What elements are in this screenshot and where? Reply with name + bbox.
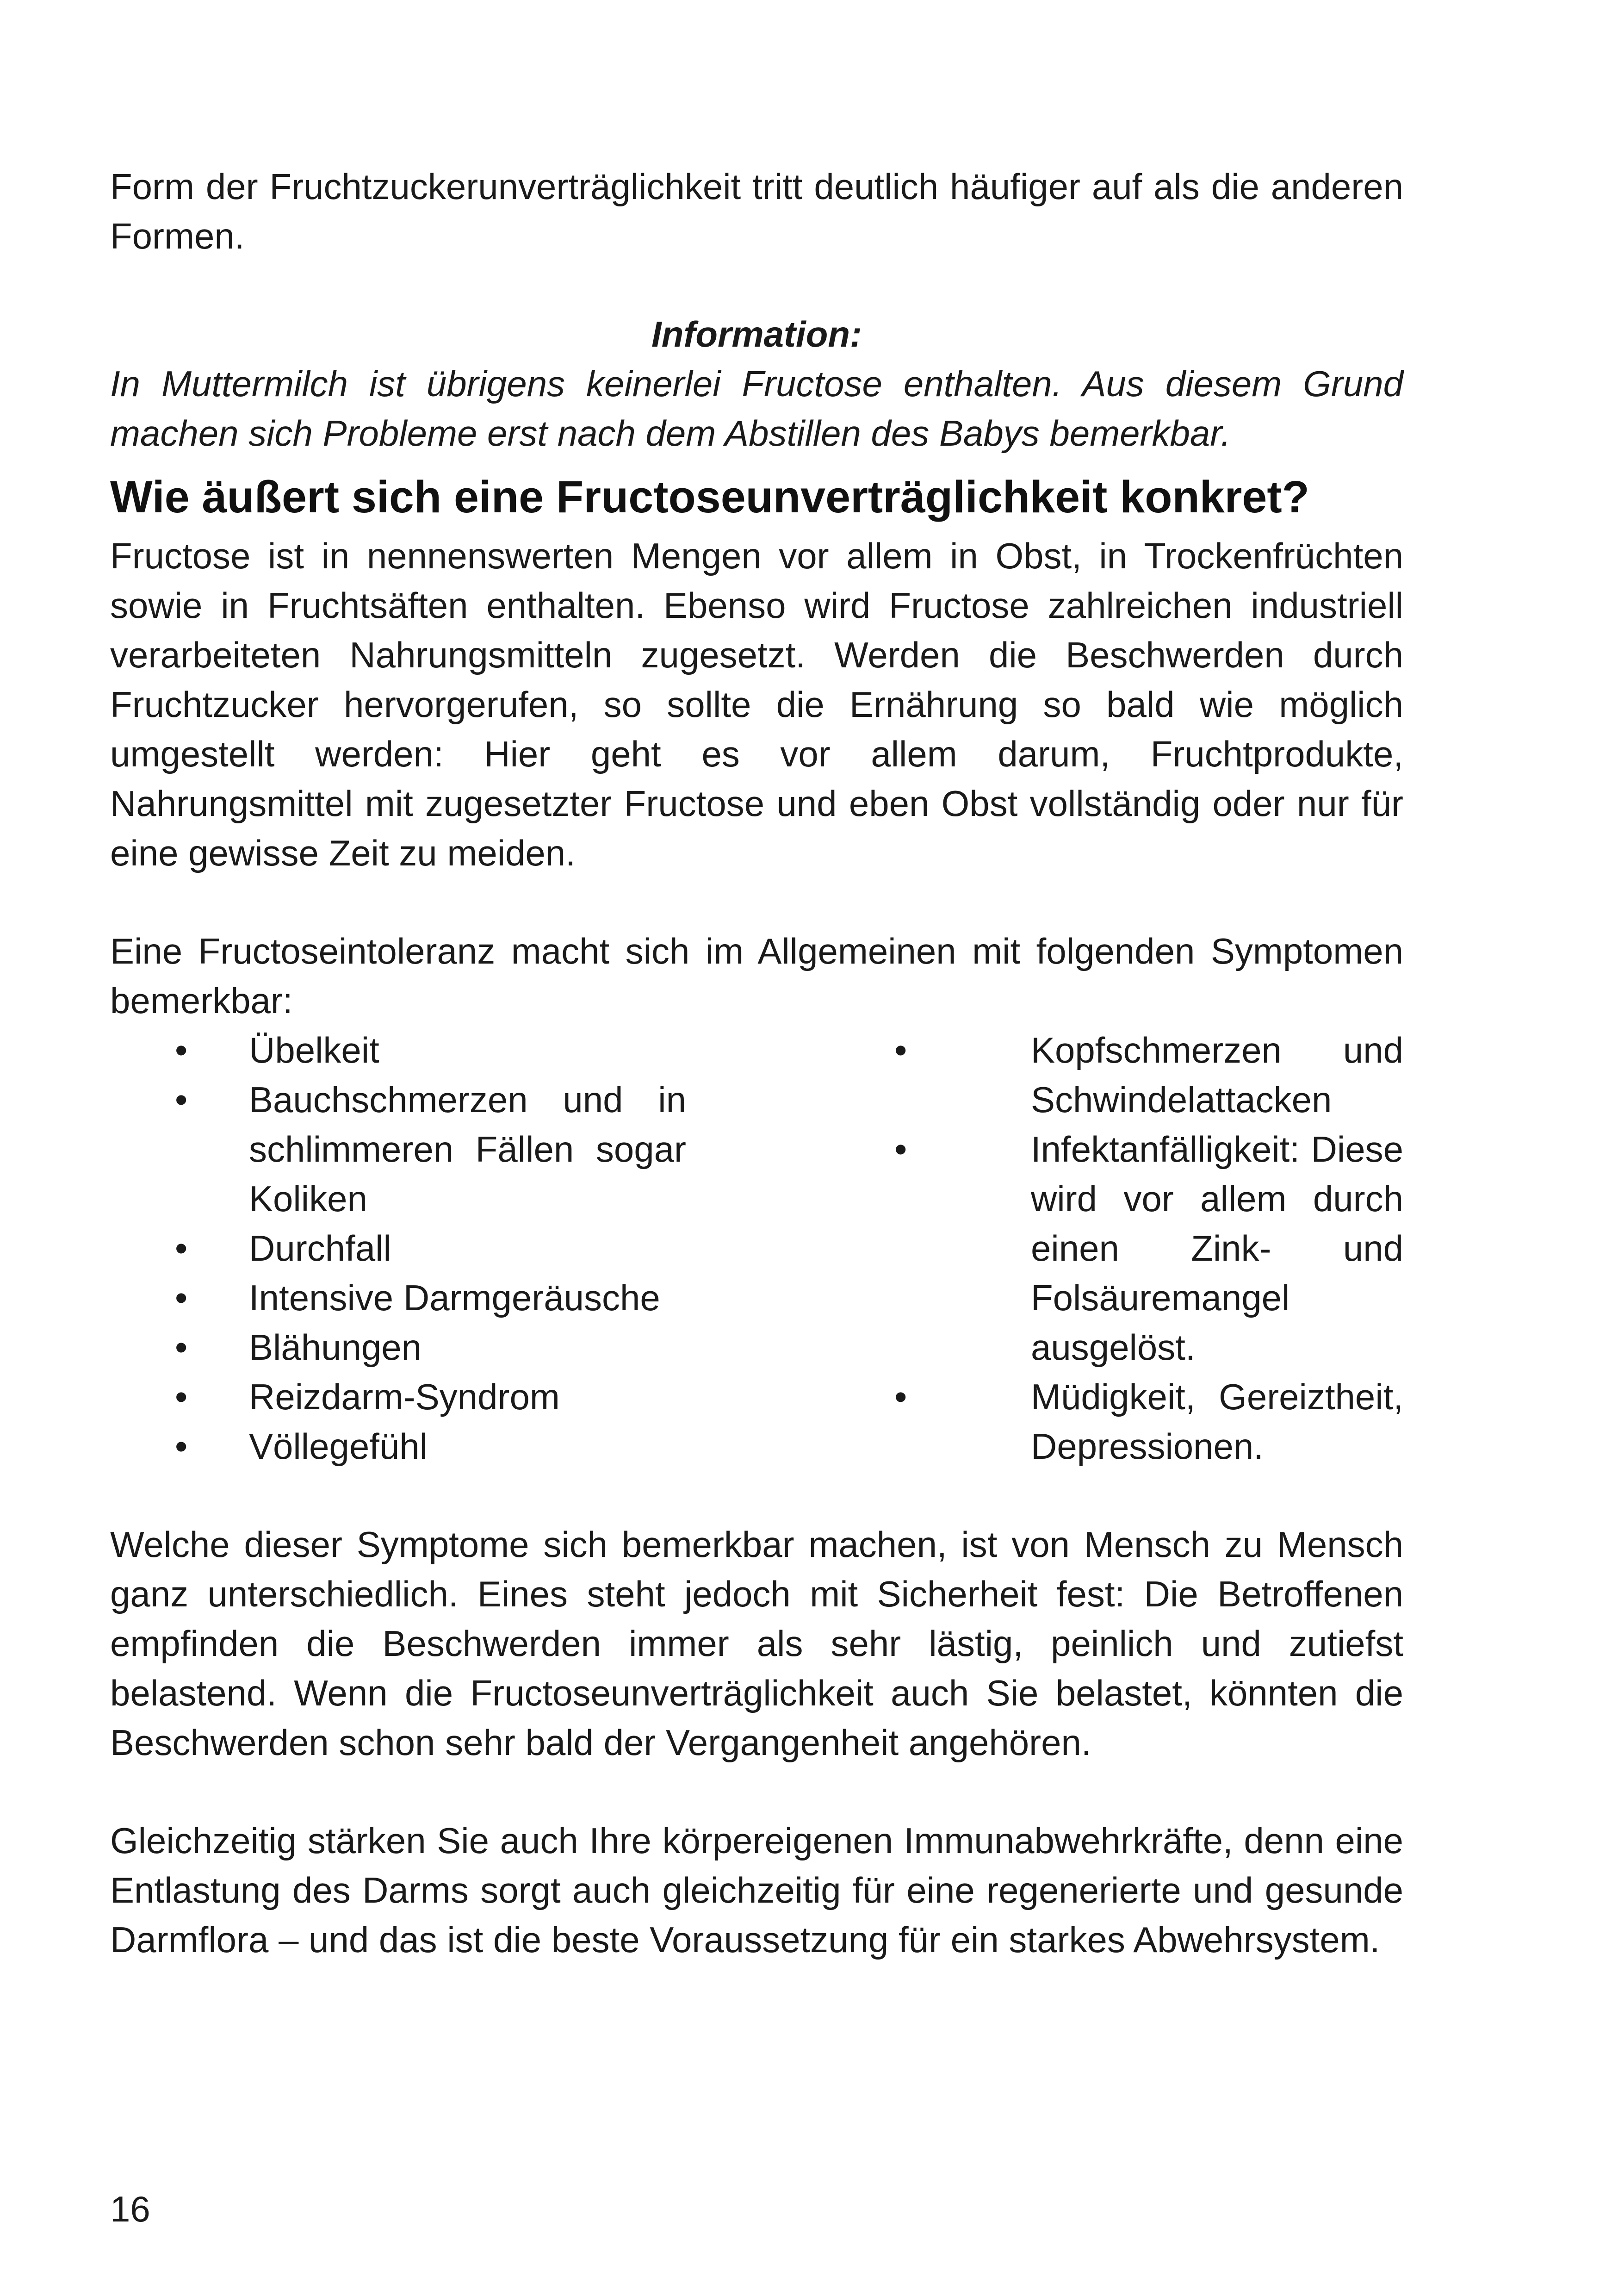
symptom-column-right — [894, 1026, 1403, 1471]
list-item — [110, 1372, 686, 1422]
bullet-icon: • — [175, 1079, 188, 1120]
symptom-column-left — [110, 1026, 686, 1471]
list-item — [894, 1125, 1403, 1372]
symptom-label: Durchfall — [249, 1228, 391, 1269]
bullet-icon: • — [175, 1376, 188, 1417]
symptom-label: Intensive Darmgeräusche — [249, 1277, 660, 1318]
bullet-icon: • — [894, 1129, 907, 1170]
bullet-icon: • — [175, 1228, 188, 1269]
intro-paragraph: Form der Fruchtzuckerunverträglichkeit tritt deutlich häufiger auf als die anderen Formen. — [110, 166, 1403, 256]
section-heading: Wie äußert sich eine Fructoseunverträglichkeit konkret? — [110, 472, 1309, 522]
symptom-label: Reizdarm-Syndrom — [249, 1376, 560, 1417]
list-item — [110, 1422, 686, 1471]
list-item — [110, 1026, 686, 1075]
list-item — [894, 1026, 1403, 1125]
paragraph-fructose-sources: Fructose ist in nennenswerten Mengen vor allem in Obst, in Trockenfrüchten sowie in Fruchtsäften enthalten. Ebenso wird Fructose zahlreichen industriell verarbeiteten Nahrungsmitteln zugesetzt. Werden die Beschwerden durch Fruchtzucker hervorgerufen, so sollte die Ernährung so bald wie möglich umgestellt werden: Hier geht es vor allem darum, Fruchtprodukte, Nahrungsmittel mit zugesetzter Fructose und eben Obst vollständig oder nur für eine gewisse Zeit zu meiden. — [110, 535, 1403, 873]
info-text: In Muttermilch ist übrigens keinerlei Fructose enthalten. Aus diesem Grund machen sich Probleme erst nach dem Abstillen des Babys bemerkbar. — [110, 363, 1403, 454]
bullet-icon: • — [894, 1376, 907, 1417]
info-box — [110, 310, 1403, 458]
symptom-label: Blähungen — [249, 1327, 422, 1368]
page-content — [110, 162, 1403, 1965]
list-item — [110, 1075, 686, 1224]
paragraph-symptom-variation: Welche dieser Symptome sich bemerkbar machen, ist von Mensch zu Mensch ganz unterschiedlich. Eines steht jedoch mit Sicherheit fest: Die Betroffenen empfinden die Beschwerden immer als sehr lästig, peinlich und zutiefst belastend. Wenn die Fructoseunverträglichkeit auch Sie belastet, könnten die Beschwerden schon sehr bald der Vergangenheit angehören. — [110, 1524, 1403, 1763]
symptom-label: Infektanfälligkeit: Diese wird vor allem durch einen Zink- und Folsäuremangel ausgelöst. — [1031, 1129, 1403, 1368]
paragraph-symptoms-intro: Eine Fructoseintoleranz macht sich im Allgemeinen mit folgenden Symptomen bemerkbar: — [110, 931, 1403, 1021]
symptom-label: Übelkeit — [249, 1030, 379, 1070]
list-item — [894, 1372, 1403, 1471]
symptom-list — [110, 1026, 1403, 1471]
list-item — [110, 1224, 686, 1273]
symptom-label: Kopfschmerzen und Schwindelattacken — [1031, 1030, 1403, 1120]
list-item — [110, 1273, 686, 1323]
bullet-icon: • — [894, 1030, 907, 1070]
bullet-icon: • — [175, 1426, 188, 1467]
info-heading: Information: — [651, 314, 862, 355]
bullet-icon: • — [175, 1327, 188, 1368]
list-item — [110, 1323, 686, 1372]
symptom-label: Völlegefühl — [249, 1426, 428, 1467]
symptom-label: Müdigkeit, Gereiztheit, Depressionen. — [1031, 1376, 1403, 1467]
bullet-icon: • — [175, 1030, 188, 1070]
bullet-icon: • — [175, 1277, 188, 1318]
paragraph-immune-system: Gleichzeitig stärken Sie auch Ihre körpereigenen Immunabwehrkräfte, denn eine Entlastung des Darms sorgt auch gleichzeitig für eine regenerierte und gesunde Darmflora – und das ist die beste Voraussetzung für ein starkes Abwehrsystem. — [110, 1820, 1403, 1960]
page-number: 16 — [110, 2189, 150, 2229]
symptom-label: Bauchschmerzen und in schlimmeren Fällen sogar Koliken — [249, 1079, 686, 1219]
